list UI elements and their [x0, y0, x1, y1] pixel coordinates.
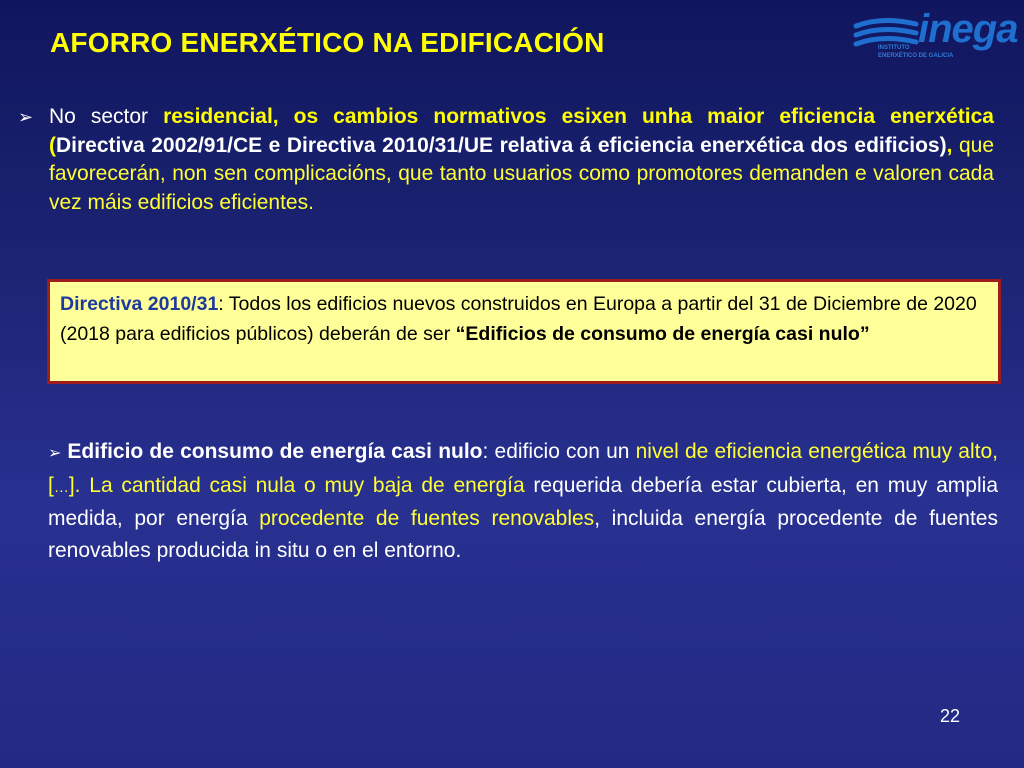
- nzeb-text-3: , incluida energía procedente de fuentes renovables producida in situ o en el entorno.: [48, 507, 998, 562]
- bullet1-paren: (: [49, 133, 56, 157]
- bullet1-comma: ,: [946, 133, 959, 157]
- nzeb-highlight-1b: ]. La cantidad casi nula o muy baja de energía: [68, 473, 525, 497]
- nzeb-highlight-1: nivel de eficiencia energética muy alto, [: [48, 440, 999, 497]
- directive-text: : Todos los edificios nuevos construidos en Europa a partir del 31 de Diciembre de 2020 (2018 para edificios públicos) deberán de ser: [60, 293, 977, 345]
- slide-title: AFORRO ENERXÉTICO NA EDIFICACIÓN: [50, 27, 605, 58]
- bullet-nzeb-text: [48, 436, 998, 566]
- directive-label: Directiva 2010/31: [60, 293, 219, 315]
- logo-subtitle-line1: INSTITUTO: [878, 45, 910, 51]
- arrow-bullet-icon: ➢: [18, 107, 34, 127]
- bullet1-text-2: que favorecerán, non sen complicacións, que tanto usuarios como promotores demanden e valoren cada vez máis edificios eficientes.: [49, 133, 995, 214]
- inega-logo: [852, 7, 1018, 68]
- bullet-residential: [18, 103, 994, 217]
- directive-callout-box: [47, 279, 1001, 384]
- bullet1-highlight: residencial, os cambios normativos esixen unha maior eficiencia enerxética: [163, 105, 994, 128]
- page-number: 22: [940, 706, 961, 726]
- nzeb-text-1: : edificio con un: [482, 440, 636, 463]
- nzeb-ellipsis: …: [53, 478, 69, 496]
- directive-quote: “Edificios de consumo de energía casi nulo”: [455, 323, 870, 345]
- logo-subtitle-line2: ENERXÉTICO DE GALICIA: [878, 53, 954, 59]
- logo-wordmark: inega: [918, 7, 1018, 51]
- nzeb-highlight-2: procedente de fuentes renovables: [259, 507, 595, 530]
- nzeb-text-2: requerida debería estar cubierta, en muy amplia medida, por energía: [48, 473, 998, 530]
- nzeb-term: Edificio de consumo de energía casi nulo: [67, 440, 483, 463]
- bullet1-directives: Directiva 2002/91/CE e Directiva 2010/31/UE relativa á eficiencia enerxética dos edificios): [56, 133, 947, 157]
- bullet-residential-text: [49, 103, 994, 217]
- bullet-nzeb-definition: [48, 436, 998, 566]
- arrow-bullet-icon: ➢: [48, 445, 62, 462]
- bullet1-text-1: No sector: [49, 105, 164, 128]
